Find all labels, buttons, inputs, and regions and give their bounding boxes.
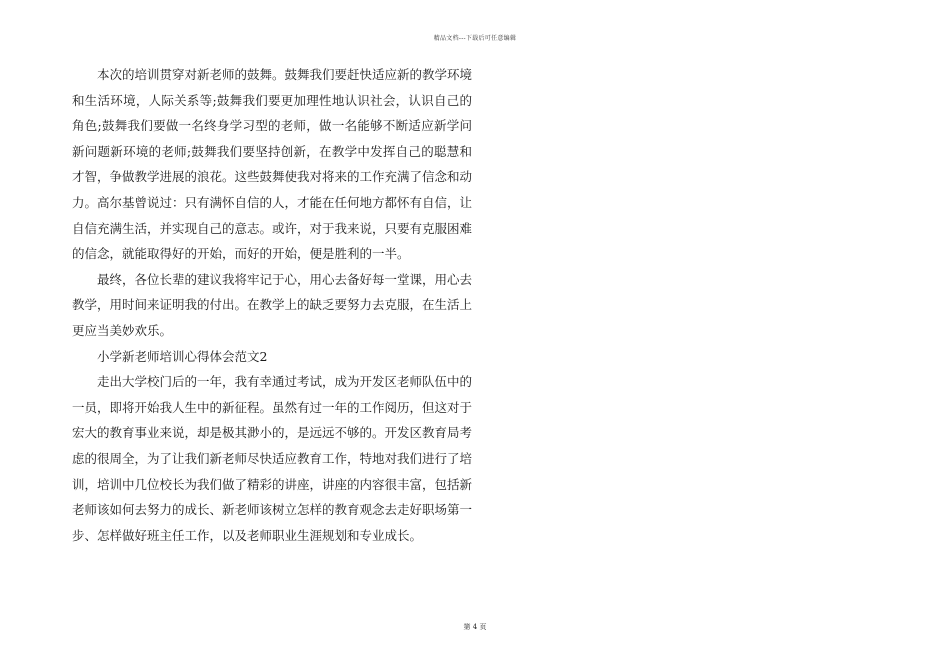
- paragraph-training-intro: 走出大学校门后的一年，我有幸通过考试，成为开发区老师队伍中的一员，即将开始我人生中的新征程。虽然有过一年的工作阅历，但这对于宏大的教育事业来说，却是极其渺小的，是远远不够的。开发区教育局考虑的很周全，为了让我们新老师尽快适应教育工作，特地对我们进行了培训，培训中几位校长为我们做了精彩的讲座，讲座的内容很丰富，包括新老师该如何去努力的成长、新老师该树立怎样的教育观念去走好职场第一步、怎样做好班主任工作，以及老师职业生涯规划和专业成长。: [72, 374, 473, 543]
- section-heading: 小学新老师培训心得体会范文2: [97, 348, 268, 364]
- paragraph-encouragement: 本次的培训贯穿对新老师的鼓舞。鼓舞我们要赶快适应新的教学环境和生活环境，人际关系等;鼓舞我们要更加理性地认识社会，认识自己的角色;鼓舞我们要做一名终身学习型的老师，做一名能够不断适应新学问新问题新环境的老师;鼓舞我们要坚持创新，在教学中发挥自己的聪慧和才智，争做教学进展的浪花。这些鼓舞使我对将来的工作充满了信念和动力。高尔基曾说过：只有满怀自信的人，才能在任何地方都怀有自信，让自信充满生活，并实现自己的意志。或许，对于我来说，只要有克服困难的信念，就能取得好的开始，而好的开始，便是胜利的一半。: [72, 67, 473, 262]
- paragraph-conclusion: 最终，各位长辈的建议我将牢记于心，用心去备好每一堂课，用心去教学，用时间来证明我的付出。在教学上的缺乏要努力去克服，在生活上更应当美妙欢乐。: [72, 271, 473, 338]
- document-body: [72, 62, 472, 548]
- page-number: 第 4 页: [463, 623, 487, 631]
- page-header: 精品文档---下载后可任意编辑: [433, 35, 517, 42]
